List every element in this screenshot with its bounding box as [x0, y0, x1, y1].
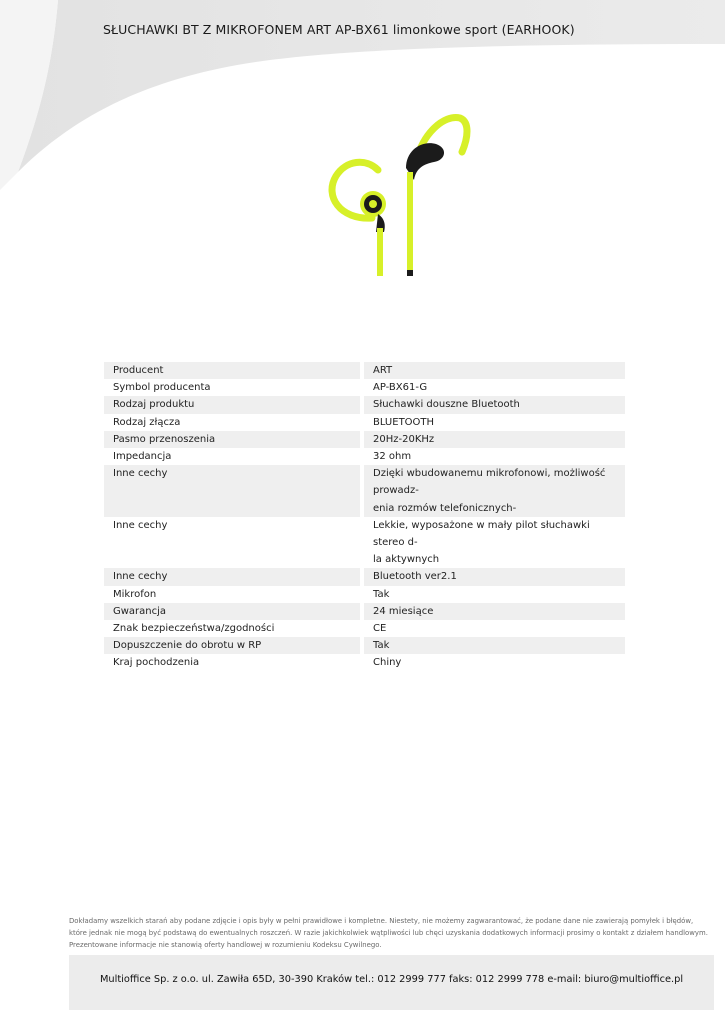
spec-value	[362, 637, 625, 654]
spec-row	[104, 517, 625, 569]
spec-row	[104, 586, 625, 603]
spec-label: Rodzaj złącza	[104, 414, 362, 431]
spec-value	[362, 654, 625, 671]
spec-value-line: Lekkie, wyposażone w mały pilot słuchawki stereo d-	[373, 519, 590, 549]
spec-value-line: 32 ohm	[373, 451, 412, 463]
spec-value	[362, 620, 625, 637]
spec-value	[362, 586, 625, 603]
spec-value-line: 20Hz-20KHz	[373, 433, 435, 445]
spec-value-line: 24 miesiące	[373, 605, 434, 617]
spec-label: Dopuszczenie do obrotu w RP	[104, 637, 362, 654]
spec-value	[362, 431, 625, 448]
spec-value-line: Bluetooth ver2.1	[373, 571, 457, 583]
spec-label: Symbol producenta	[104, 379, 362, 396]
spec-value	[362, 517, 625, 569]
spec-value-line: Tak	[373, 588, 390, 600]
specification-table	[104, 362, 625, 672]
spec-row	[104, 568, 625, 585]
spec-label: Inne cechy	[104, 517, 362, 569]
spec-value	[362, 379, 625, 396]
spec-row	[104, 396, 625, 413]
spec-value	[362, 448, 625, 465]
spec-value	[362, 603, 625, 620]
spec-value-line: Tak	[373, 640, 390, 652]
spec-label: Gwarancja	[104, 603, 362, 620]
spec-value	[362, 414, 625, 431]
spec-label: Inne cechy	[104, 568, 362, 585]
spec-value-line: ART	[373, 365, 393, 376]
spec-row	[104, 465, 625, 517]
spec-row	[104, 362, 625, 379]
spec-row	[104, 448, 625, 465]
spec-value-line: la aktywnych	[373, 554, 440, 566]
page-title: SŁUCHAWKI BT Z MIKROFONEM ART AP-BX61 limonkowe sport (EARHOOK)	[103, 22, 575, 37]
spec-label: Pasmo przenoszenia	[104, 431, 362, 448]
spec-value	[362, 396, 625, 413]
spec-value-line: Słuchawki douszne Bluetooth	[373, 399, 520, 411]
company-footer	[69, 955, 714, 1010]
spec-label: Producent	[104, 362, 362, 379]
earhook-earphones-image	[310, 100, 490, 280]
spec-row	[104, 379, 625, 396]
spec-value	[362, 568, 625, 585]
disclaimer-line: Prezentowane informacje nie stanowią oferty handlowej w rozumieniu Kodeksu Cywilnego.	[69, 941, 382, 950]
spec-value	[362, 362, 625, 379]
spec-value-line: BLUETOOTH	[373, 416, 435, 428]
spec-row	[104, 620, 625, 637]
disclaimer-text	[69, 915, 708, 952]
disclaimer-line: Dokładamy wszelkich starań aby podane zdjęcie i opis były w pełni prawidłowe i kompletne. Niestety, nie możemy zagwarantować, że podane dane nie zawierają pomyłek i błędów,	[69, 917, 694, 925]
disclaimer-line: które jednak nie mogą być podstawą do ewentualnych roszczeń. W razie jakichkolwiek wątpliwości lub chęci uzyskania dodatkowych informacji prosimy o kontakt z działem handlowym.	[69, 929, 708, 938]
spec-row	[104, 637, 625, 654]
spec-label: Mikrofon	[104, 586, 362, 603]
spec-row	[104, 654, 625, 671]
spec-label: Kraj pochodzenia	[104, 654, 362, 671]
spec-value-line: AP-BX61-G	[373, 382, 428, 394]
spec-value-line: Dzięki wbudowanemu mikrofonowi, możliwość prowadz-	[373, 468, 606, 497]
company-contact-info: Multioffice Sp. z o.o. ul. Zawiła 65D, 30-390 Kraków tel.: 012 2999 777 faks: 012 2999 778 e-mail: biuro@multioffice.pl	[99, 974, 684, 985]
spec-row	[104, 414, 625, 431]
spec-label: Znak bezpieczeństwa/zgodności	[104, 620, 362, 637]
spec-label: Inne cechy	[104, 465, 362, 517]
spec-value-line: Chiny	[373, 657, 402, 669]
spec-row	[104, 431, 625, 448]
spec-value-line: enia rozmów telefonicznych-	[373, 502, 517, 514]
spec-row	[104, 603, 625, 620]
spec-label: Rodzaj produktu	[104, 396, 362, 413]
spec-label: Impedancja	[104, 448, 362, 465]
spec-value	[362, 465, 625, 517]
spec-value-line: CE	[373, 623, 387, 635]
